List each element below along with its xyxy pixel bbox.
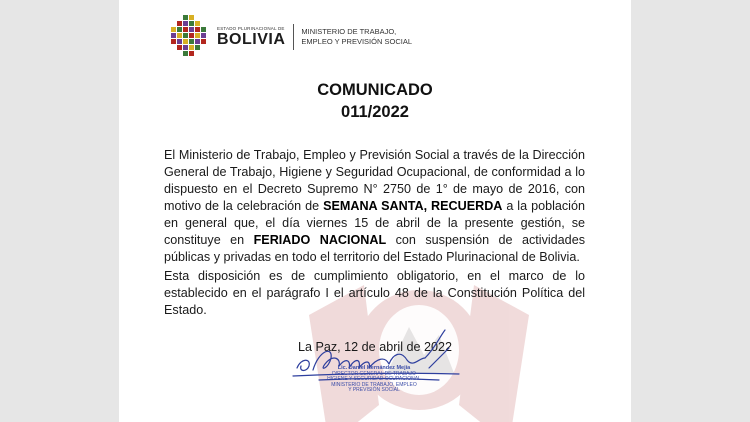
state-label: ESTADO PLURINACIONAL DE	[217, 26, 285, 31]
document-date: La Paz, 12 de abril de 2022	[297, 340, 453, 354]
p1-text-c: con suspensión de actividades públicas y privadas en todo el territorio del Estado Plurinacional de Bolivia.	[164, 233, 585, 264]
signatory-name: Lic. Daniel Hernández Mejía	[337, 365, 411, 371]
p1-text-a: El Ministerio de Trabajo, Empleo y Previsión Social a través de la Dirección General de Trabajo, Higiene y Seguridad Ocupacional, de conformidad a lo dispuesto en el Decreto Supremo N° 2750 de 1° de mayo de 2016, con motivo de la celebración de	[164, 148, 585, 213]
signatory-block	[299, 366, 449, 394]
document-number: 011/2022	[341, 103, 409, 121]
signatory-role-3: MINISTERIO DE TRABAJO, EMPLEO	[331, 381, 417, 388]
document-title: COMUNICADO	[317, 81, 433, 99]
paragraph-1	[164, 147, 585, 266]
paragraph-2: Esta disposición es de cumplimiento obligatorio, en el marco de lo establecido en el parágrafo I el artículo 48 de la Constitución Política del Estado.	[164, 269, 585, 317]
header-divider	[293, 24, 294, 50]
bolivia-emblem-icon	[167, 15, 211, 59]
ministry-line-1: MINISTERIO DE TRABAJO,	[301, 27, 397, 36]
signatory-role-4: Y PREVISIÓN SOCIAL	[348, 387, 400, 394]
document-body	[164, 147, 585, 321]
signatory-role-1: DIRECTOR GENERAL DE TRABAJO	[332, 370, 416, 377]
signatory-role-2: HIGIENE Y SEGURIDAD OCUPACIONAL	[327, 376, 421, 383]
country-name: BOLIVIA	[217, 31, 286, 48]
letterhead	[167, 14, 412, 60]
ministry-line-2: EMPLEO Y PREVISIÓN SOCIAL	[301, 37, 412, 46]
p1-bold-semana-santa: SEMANA SANTA, RECUERDA	[323, 199, 503, 213]
document-page	[119, 0, 631, 422]
brand-wordmark	[217, 26, 285, 48]
ministry-name	[301, 27, 412, 47]
p1-text-b: a la población en general que, el día viernes 15 de abril de la presente gestión, se constituye en	[164, 199, 585, 247]
p1-bold-feriado: FERIADO NACIONAL	[253, 233, 387, 247]
